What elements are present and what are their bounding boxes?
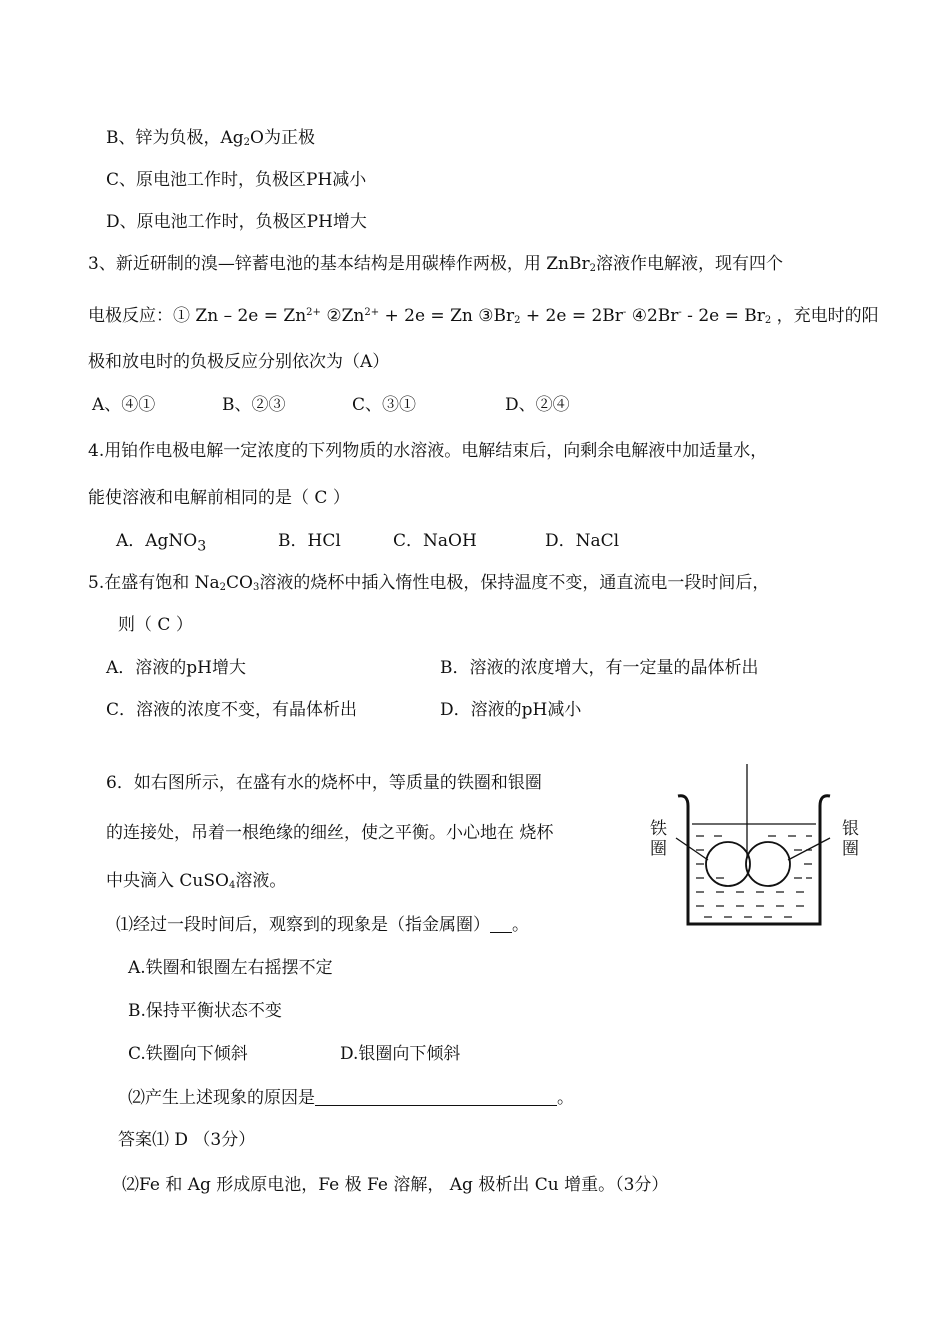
q6-option-d: D.银圈向下倾斜 (340, 1044, 461, 1064)
q6-option-a: A.铁圈和银圈左右摇摆不定 (128, 958, 333, 978)
q5-option-b: B．溶液的浓度增大，有一定量的晶体析出 (440, 658, 759, 678)
silver-ring-pointer (788, 838, 830, 860)
q3-option-a: A、④① (92, 395, 156, 415)
q5-option-d: D．溶液的pH减小 (440, 700, 582, 720)
iron-ring-pointer (676, 838, 708, 860)
q6-option-c: C.铁圈向下倾斜 (128, 1044, 248, 1064)
q6-answer-1: 答案⑴ D （3分） (118, 1130, 256, 1150)
q6-option-b: B.保持平衡状态不变 (128, 1001, 282, 1021)
q4-option-a: A．AgNO$_3$ (116, 531, 207, 555)
q4-option-c: C．NaOH (393, 531, 477, 551)
q6-subquestion-1: ⑴经过一段时间后，观察到的现象是（指金属圈） 。 (116, 915, 529, 935)
q5-stem-line1: 5.在盛有饱和 $Na_2CO_3$溶液的烧杯中插入惰性电极，保持温度不变，通直流电一段时间后， (88, 573, 770, 593)
q2-option-b: B、锌为负极，$Ag_2O$为正极 (106, 128, 315, 148)
q6-stem-line3: 中央滴入 CuSO$_4$溶液。 (106, 871, 287, 891)
q6-answer-2: ⑵Fe 和 Ag 形成原电池，Fe 极 Fe 溶解， Ag 极析出 Cu 增重。（3分） (122, 1175, 669, 1195)
q5-stem-line2: 则（ C ） (118, 615, 193, 635)
q6-subquestion-2: ⑵产生上述现象的原因是 。 (128, 1088, 574, 1108)
silver-ring-label: 银圈 (842, 819, 859, 859)
q2-option-c: C、原电池工作时，负极区PH减小 (106, 170, 367, 190)
q5-option-c: C．溶液的浓度不变，有晶体析出 (106, 700, 358, 720)
q3-option-b: B、②③ (222, 395, 286, 415)
q3-stem-line2: 电极反应：① $Zn - 2e = Zn^{2+}$ $②Zn^{2+} + 2e = Zn$ $③Br_2 + 2e = 2Br^-$ ④2Br- - $2e = Br_2$ ，充电时的阳 (88, 306, 879, 326)
q3-option-c: C、③① (352, 395, 417, 415)
q4-option-b: B．HCl (278, 531, 341, 551)
iron-ring (706, 842, 750, 886)
q4-option-d: D．NaCl (545, 531, 620, 551)
q2-option-d: D、原电池工作时，负极区PH增大 (106, 212, 367, 232)
q6-stem-line2: 的连接处，吊着一根绝缘的细丝，使之平衡。小心地在 烧杯 (106, 823, 554, 843)
q3-stem-line3: 极和放电时的负极反应分别依次为（A） (88, 352, 390, 372)
q6-stem-line1: 6．如右图所示，在盛有水的烧杯中，等质量的铁圈和银圈 (106, 773, 542, 793)
beaker-figure (644, 762, 870, 934)
q3-stem-line1: 3、新近研制的溴—锌蓄电池的基本结构是用碳棒作两极，用 ZnBr$_2$溶液作电解液，现有四个 (88, 254, 783, 274)
q3-option-d: D、②④ (505, 395, 570, 415)
answer-blank-1[interactable] (490, 932, 512, 933)
q5-option-a: A．溶液的pH增大 (106, 658, 246, 678)
q4-stem-line2: 能使溶液和电解前相同的是（ C ） (88, 488, 350, 508)
beaker-outline (678, 796, 830, 924)
iron-ring-label: 铁圈 (650, 819, 667, 859)
silver-ring (746, 842, 790, 886)
q4-stem-line1: 4.用铂作电极电解一定浓度的下列物质的水溶液。电解结束后，向剩余电解液中加适量水， (88, 441, 768, 461)
answer-blank-2[interactable] (315, 1105, 557, 1106)
